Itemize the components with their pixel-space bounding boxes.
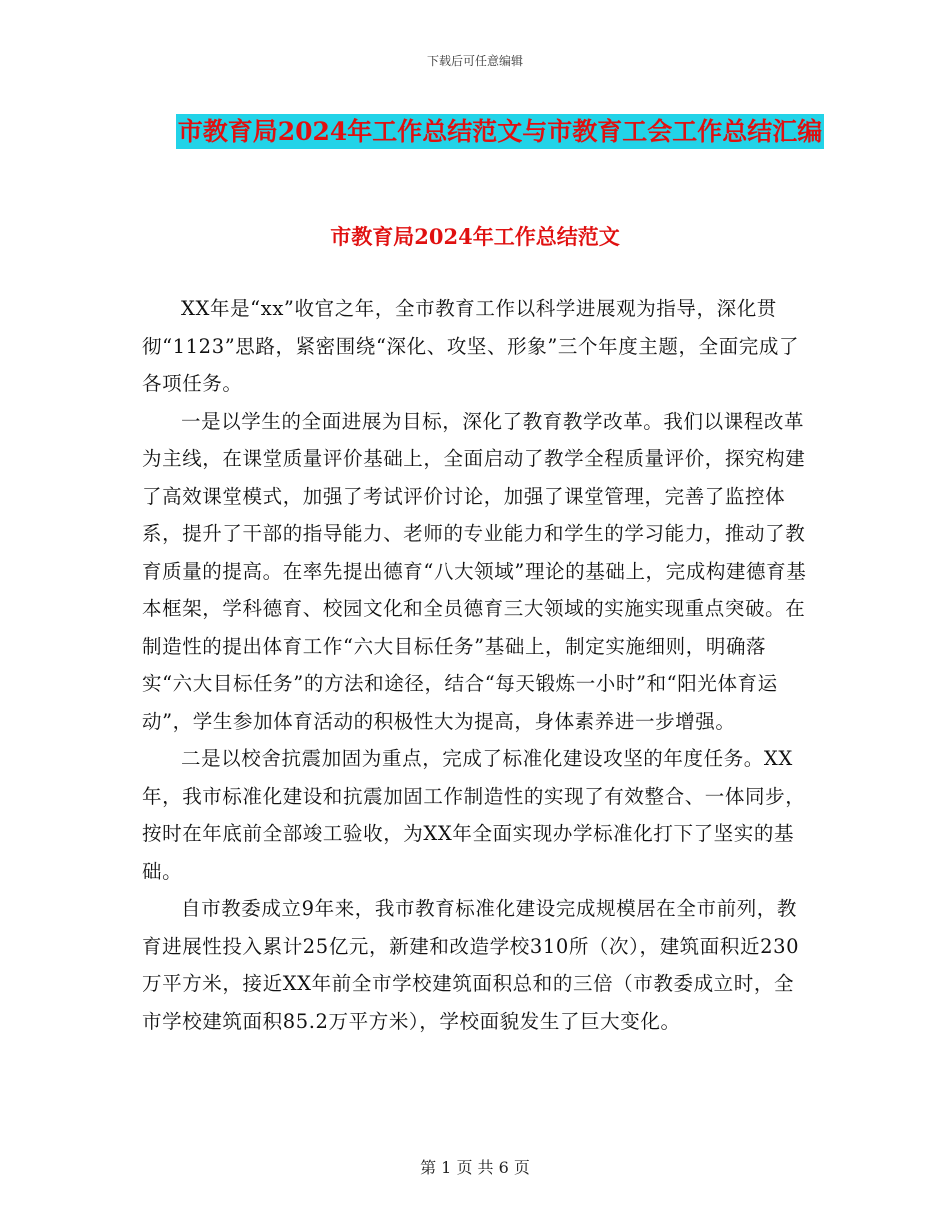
main-title-highlight: 市教育局2024年工作总结范文与市教育工会工作总结汇编 [176, 114, 825, 149]
section-title: 市教育局2024年工作总结范文 [330, 224, 620, 249]
page-number-footer: 第 1 页 共 6 页 [420, 1158, 530, 1177]
header-note: 下载后可任意编辑 [426, 54, 523, 68]
body-paragraph: 自市教委成立9年来，我市教育标准化建设完成规模居在全市前列，教育进展性投入累计25亿元，新建和改造学校310所（次），建筑面积近230万平方米，接近XX年前全市学校建筑面积总和的三倍（市教委成立时，全市学校建筑面积85.2万平方米），学校面貌发生了巨大变化。 [142, 897, 800, 1033]
document-main-title [130, 110, 870, 153]
body-paragraph: 一是以学生的全面进展为目标，深化了教育教学改革。我们以课程改革为主线，在课堂质量评价基础上，全面启动了教学全程质量评价，探究构建了高效课堂模式，加强了考试评价讨论，加强了课堂管理，完善了监控体系，提升了干部的指导能力、老师的专业能力和学生的学习能力，推动了教育质量的提高。在率先提出德育“八大领域”理论的基础上，完成构建德育基本框架，学科德育、校园文化和全员德育三大领域的实施实现重点突破。在制造性的提出体育工作“六大目标任务”基础上，制定实施细则，明确落实“六大目标任务”的方法和途径，结合“每天锻炼一小时”和“阳光体育运动”，学生参加体育活动的积极性大为提高，身体素养进一步增强。 [142, 409, 807, 733]
body-paragraph: XX年是“xx”收官之年，全市教育工作以科学进展观为指导，深化贯彻“1123”思路，紧密围绕“深化、攻坚、形象”三个年度主题，全面完成了各项任务。 [142, 297, 800, 395]
body-paragraph: 二是以校舍抗震加固为重点，完成了标准化建设攻坚的年度任务。XX年，我市标准化建设和抗震加固工作制造性的实现了有效整合、一体同步，按时在年底前全部竣工验收，为XX年全面实现办学标准化打下了坚实的基础。 [142, 747, 806, 883]
document-body [142, 290, 810, 1040]
